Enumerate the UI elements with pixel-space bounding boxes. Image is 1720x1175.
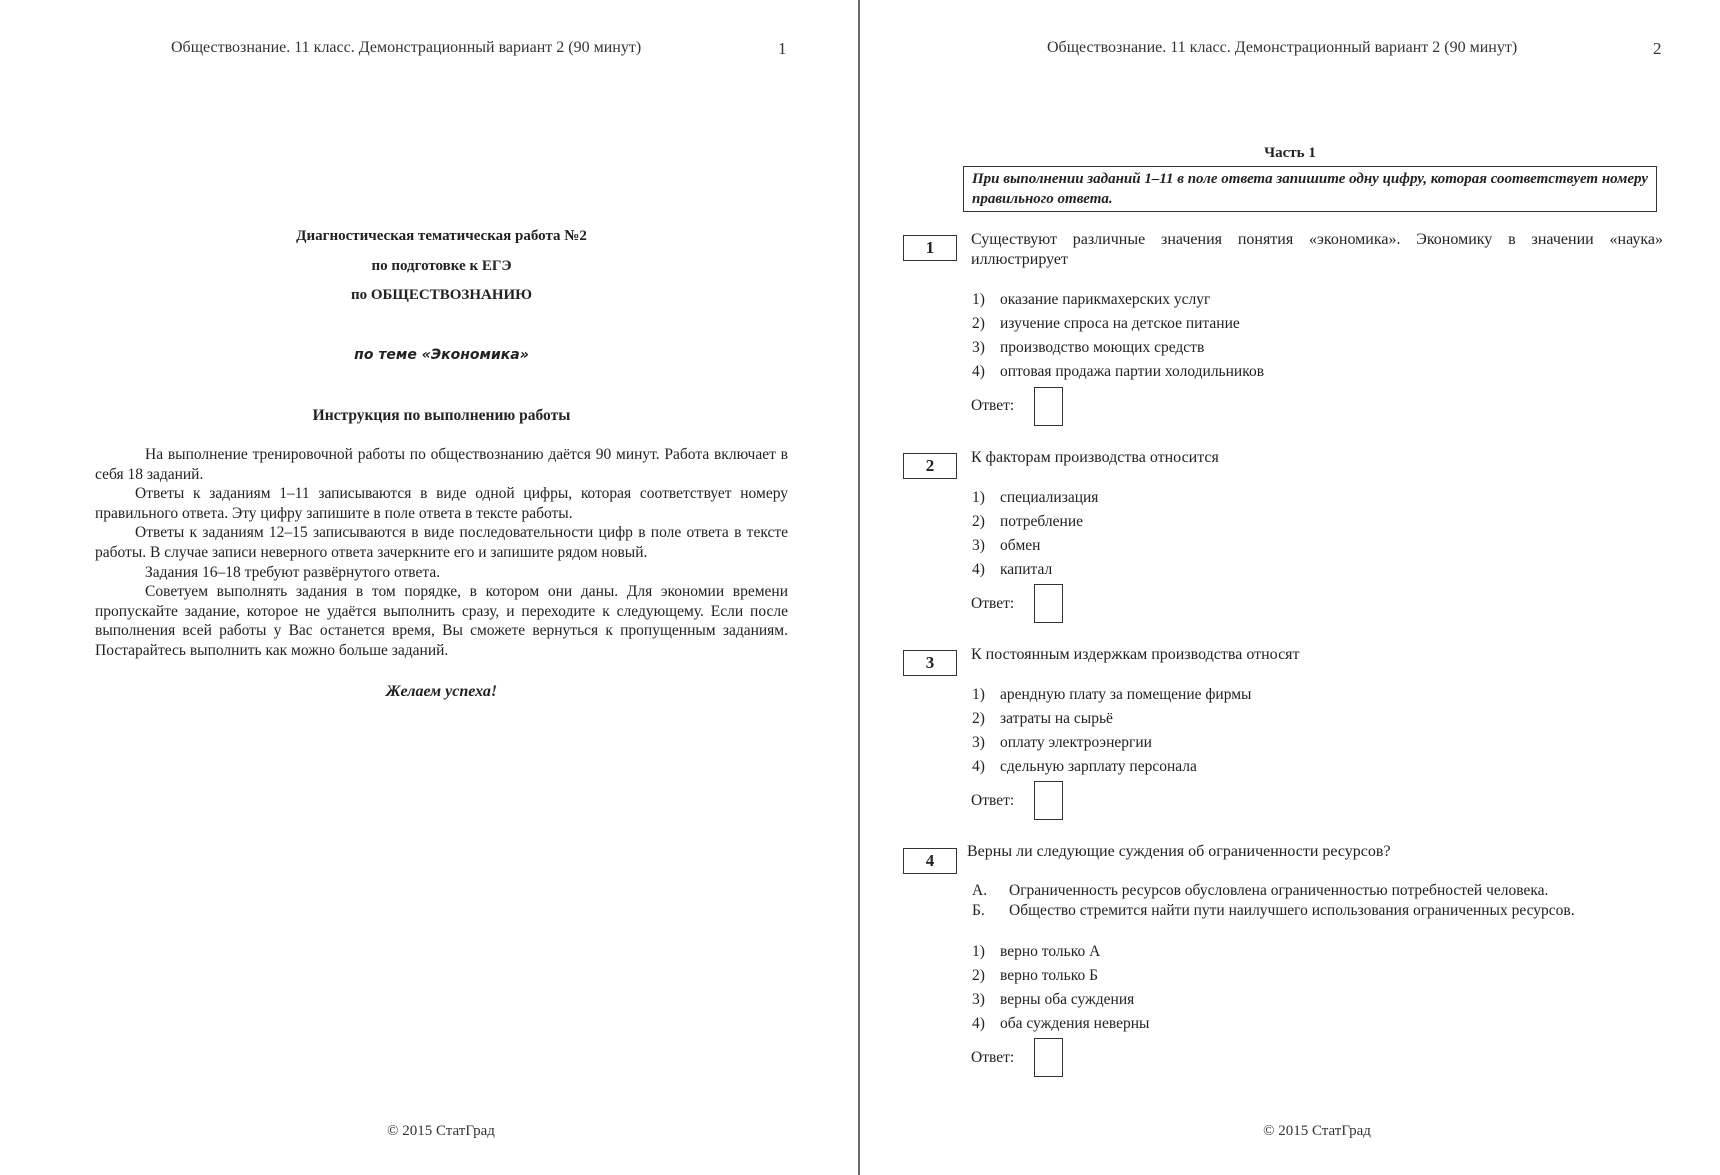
page-footer: © 2015 СтатГрад (1263, 1123, 1371, 1139)
page-header: Обществознание. 11 класс. Демонстрационный вариант 2 (90 минут) (1047, 39, 1518, 56)
option-text: арендную плату за помещение фирмы (1000, 686, 1252, 703)
page-1 (0, 0, 858, 1175)
option-number: 3) (972, 537, 985, 554)
option-text: производство моющих средств (1000, 339, 1205, 356)
option-text: изучение спроса на детское питание (1000, 315, 1240, 332)
option-text: оба суждения неверны (1000, 1015, 1150, 1032)
work-topic: по теме «Экономика» (354, 347, 529, 363)
answer-label: Ответ: (971, 595, 1015, 612)
answer-box[interactable] (1034, 584, 1063, 623)
work-subject: по ОБЩЕСТВОЗНАНИЮ (350, 287, 533, 303)
option-number: 2) (972, 967, 985, 984)
good-luck-text: Желаем успеха! (385, 683, 498, 700)
option-text: оказание парикмахерских услуг (1000, 291, 1211, 308)
option-number: 2) (972, 513, 985, 530)
answer-box[interactable] (1034, 781, 1063, 820)
page-2 (860, 0, 1720, 1175)
answer-box[interactable] (1034, 1038, 1063, 1077)
option-number: 3) (972, 991, 985, 1008)
statement-letter: А. (972, 882, 988, 899)
option-text: верно только Б (1000, 967, 1098, 984)
option-number: 4) (972, 363, 985, 380)
task-number: 4 (903, 848, 957, 874)
work-title: Диагностическая тематическая работа №2 (296, 228, 587, 244)
option-text: верны оба суждения (1000, 991, 1135, 1008)
option-number: 4) (972, 561, 985, 578)
statement-text: Ограниченность ресурсов обусловлена ограниченностью потребностей человека. (1009, 882, 1549, 899)
option-number: 4) (972, 758, 985, 775)
option-number: 2) (972, 710, 985, 727)
option-text: верно только А (1000, 943, 1101, 960)
option-number: 3) (972, 339, 985, 356)
option-number: 1) (972, 943, 985, 960)
option-number: 1) (972, 489, 985, 506)
option-text: специализация (1000, 489, 1099, 506)
option-number: 2) (972, 315, 985, 332)
option-number: 4) (972, 1015, 985, 1032)
work-subtitle: по подготовке к ЕГЭ (371, 258, 512, 274)
page-number: 1 (778, 39, 787, 58)
task-question: Верны ли следующие суждения об ограниченности ресурсов? (967, 843, 1391, 860)
page-header: Обществознание. 11 класс. Демонстрационный вариант 2 (90 минут) (171, 39, 642, 56)
task-number: 2 (903, 453, 957, 479)
instructions-paragraph: Задания 16–18 требуют развёрнутого ответа. (145, 563, 441, 581)
task-number: 3 (903, 650, 957, 676)
option-text: потребление (1000, 513, 1084, 530)
option-text: сдельную зарплату персонала (1000, 758, 1197, 775)
instructions-paragraph: Советуем выполнять задания в том порядке, в котором они даны. Для экономии времени пропускайте задание, которое не удаётся выполнить сразу, и переходите к следующему. Если после выполнения всей работы у Вас останется время, Вы сможете вернуться к пропущенным заданиям. Постарайтесь выполнить как можно больше заданий. (95, 583, 788, 659)
task-number: 1 (903, 235, 957, 261)
option-text: обмен (1000, 537, 1041, 554)
option-text: капитал (1000, 561, 1053, 578)
task-question: Существуют различные значения понятия «экономика». Экономику в значении «наука» иллюстрирует (971, 231, 1663, 268)
statement-letter: Б. (972, 902, 985, 919)
answer-label: Ответ: (971, 397, 1015, 414)
option-number: 1) (972, 686, 985, 703)
task-question: К факторам производства относится (971, 449, 1219, 466)
answer-label: Ответ: (971, 1049, 1015, 1066)
option-text: оплату электроэнергии (1000, 734, 1152, 751)
part-title: Часть 1 (1264, 145, 1316, 161)
answer-box[interactable] (1034, 387, 1063, 426)
part-instructions: При выполнении заданий 1–11 в поле ответа запишите одну цифру, которая соответствует номеру правильного ответа. (963, 166, 1657, 212)
option-text: оптовая продажа партии холодильников (1000, 363, 1265, 380)
instructions-paragraph: На выполнение тренировочной работы по обществознанию даётся 90 минут. Работа включает в себя 18 заданий. (95, 446, 788, 483)
option-text: затраты на сырьё (1000, 710, 1113, 727)
page-number: 2 (1653, 39, 1662, 58)
option-number: 1) (972, 291, 985, 308)
task-question: К постоянным издержкам производства относят (971, 646, 1300, 663)
statement-text: Общество стремится найти пути наилучшего использования ограниченных ресурсов. (1009, 902, 1575, 919)
answer-label: Ответ: (971, 792, 1015, 809)
page-footer: © 2015 СтатГрад (387, 1123, 495, 1139)
instructions-paragraph: Ответы к заданиям 1–11 записываются в виде одной цифры, которая соответствует номеру правильного ответа. Эту цифру запишите в поле ответа в тексте работы. (95, 485, 788, 522)
instructions-title: Инструкция по выполнению работы (312, 407, 571, 424)
instructions-body (95, 445, 788, 661)
option-number: 3) (972, 734, 985, 751)
instructions-paragraph: Ответы к заданиям 12–15 записываются в виде последовательности цифр в поле ответа в тексте работы. В случае записи неверного ответа зачеркните его и запишите рядом новый. (95, 524, 788, 561)
